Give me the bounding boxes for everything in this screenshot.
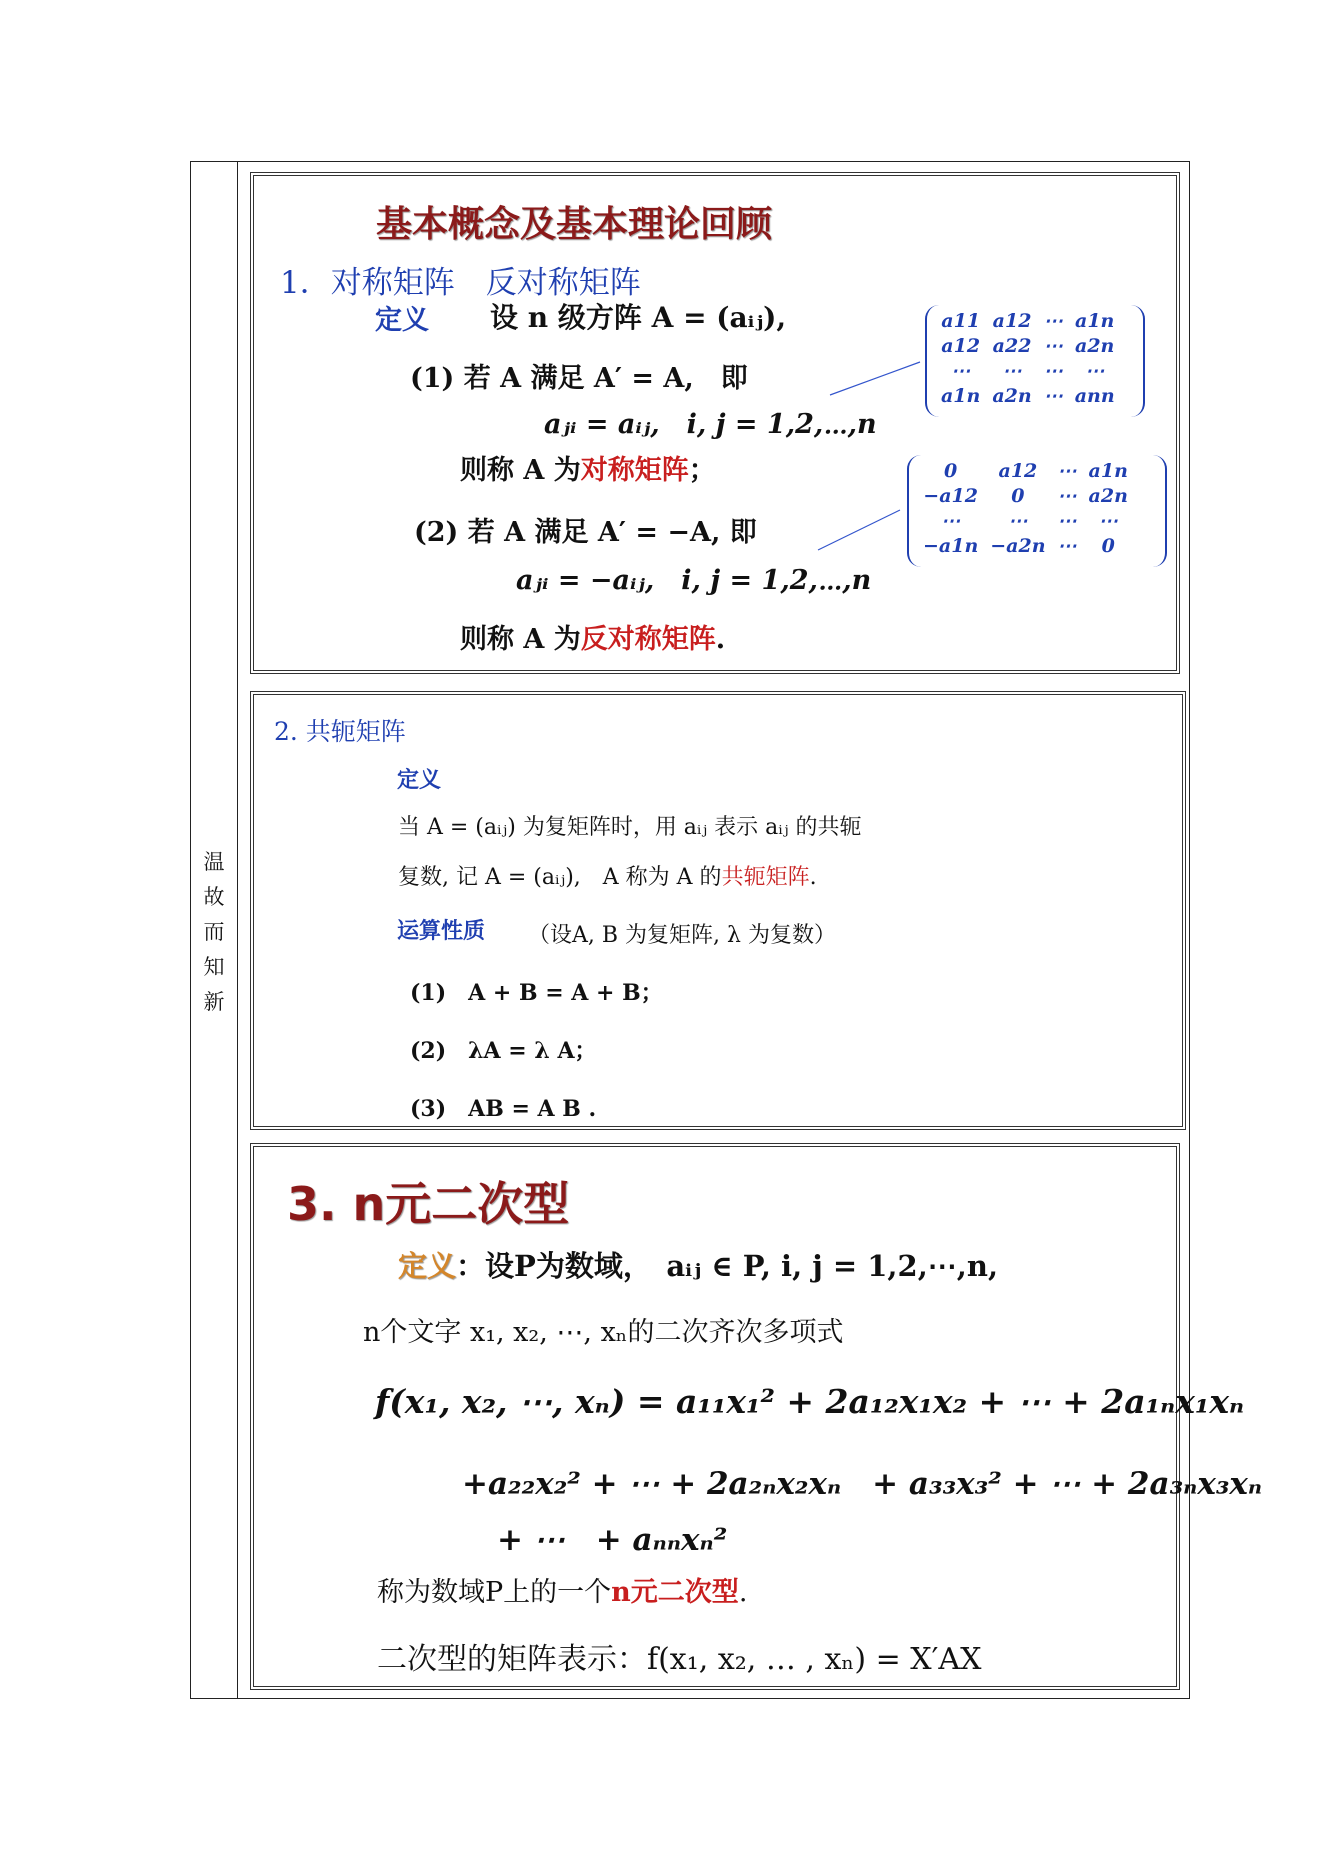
quadratic-conclusion xyxy=(377,1570,747,1609)
equation-2: aⱼᵢ = −aᵢⱼ, i, j = 1,2,⋯,n xyxy=(516,565,872,596)
condition-2: (2) 若 A 满足 A′ = −A, 即 xyxy=(414,517,757,548)
matrix-cell: −a2n xyxy=(990,535,1046,557)
properties-note: （设A, B 为复矩阵, λ 为复数） xyxy=(528,923,836,948)
conclusion-2-prefix: 则称 A 为 xyxy=(460,624,581,655)
quadratic-def-label: 定义 xyxy=(398,1249,457,1283)
conjugate-line-2-prefix: 复数, 记 A = (aᵢⱼ), A 称为 A 的 xyxy=(398,865,722,890)
conclusion-1-suffix: ； xyxy=(688,455,716,486)
term-antisymmetric: 反对称矩阵 xyxy=(580,624,716,655)
matrix-cell: ⋯ xyxy=(1043,360,1063,382)
matrix-cell: −a1n xyxy=(923,535,979,557)
equation-1: aⱼᵢ = aᵢⱼ, i, j = 1,2,⋯,n xyxy=(544,409,877,440)
formula-line-1: f(x₁, x₂, ⋯, xₙ) = a₁₁x₁² + 2a₁₂x₁x₂ + ⋯ + 2a₁ₙx₁xₙ xyxy=(375,1382,1245,1421)
matrix-cell: ann xyxy=(1074,385,1115,407)
matrix-cell: ⋯ xyxy=(1008,510,1028,532)
matrix-cell: ⋯ xyxy=(1043,335,1063,357)
quadratic-definition xyxy=(398,1244,998,1285)
term-symmetric: 对称矩阵 xyxy=(580,455,689,486)
matrix-antisymmetric xyxy=(907,455,1167,567)
matrix-cell: a2n xyxy=(1088,485,1128,507)
matrix-cell: 0 xyxy=(944,460,958,482)
conclusion-1-prefix: 则称 A 为 xyxy=(460,455,581,486)
matrix-cell: ⋯ xyxy=(941,510,961,532)
side-char: 知 xyxy=(203,955,225,979)
side-char: 新 xyxy=(203,990,225,1014)
conjugate-line-2-suffix: . xyxy=(809,865,817,890)
properties-label: 运算性质 xyxy=(397,918,486,944)
matrix-cell: a12 xyxy=(998,460,1038,482)
quadratic-line-1: n个文字 x₁, x₂, ⋯, xₙ的二次齐次多项式 xyxy=(363,1317,844,1348)
matrix-cell: ⋯ xyxy=(1098,510,1118,532)
matrix-cell: ⋯ xyxy=(951,360,971,382)
slide-title: 基本概念及基本理论回顾 xyxy=(376,204,773,245)
matrix-cell: ⋯ xyxy=(1057,460,1077,482)
matrix-cell: ⋯ xyxy=(1085,360,1105,382)
formula-line-2: +a₂₂x₂² + ⋯ + 2a₂ₙx₂xₙ + a₃₃x₃² + ⋯ + 2a₃ₙx₃xₙ xyxy=(462,1466,1263,1502)
matrix-cell: ⋯ xyxy=(1043,310,1063,332)
matrix-representation: 二次型的矩阵表示：f(x₁, x₂, … , xₙ) = X′AX xyxy=(377,1642,982,1677)
panel-conjugate xyxy=(250,691,1186,1130)
conjugate-line-1: 当 A = (aᵢⱼ) 为复矩阵时，用 aᵢⱼ 表示 aᵢⱼ 的共轭 xyxy=(398,815,862,840)
matrix-cell: a2n xyxy=(1075,335,1115,357)
side-char: 而 xyxy=(203,920,225,944)
conclusion-2-suffix: . xyxy=(715,624,726,655)
condition-1: (1) 若 A 满足 A′ = A, 即 xyxy=(410,363,748,394)
property-3: (3) AB = A B . xyxy=(410,1096,597,1122)
matrix-cell: ⋯ xyxy=(1057,535,1077,557)
section-heading-3: 3. n元二次型 xyxy=(287,1177,570,1231)
matrix-cell: 0 xyxy=(1011,485,1025,507)
formula-line-3: + ⋯ + aₙₙxₙ² xyxy=(497,1522,728,1558)
definition-label: 定义 xyxy=(375,305,429,336)
matrix-cell: −a12 xyxy=(923,485,978,507)
quadratic-conclusion-prefix: 称为数域P上的一个 xyxy=(377,1577,612,1608)
side-char: 故 xyxy=(203,885,225,909)
term-conjugate: 共轭矩阵 xyxy=(721,865,810,890)
matrix-cell: a12 xyxy=(941,335,981,357)
section-heading-1: 1．对称矩阵 反对称矩阵 xyxy=(280,265,641,301)
section-heading-2: 2. 共轭矩阵 xyxy=(274,717,406,746)
quadratic-conclusion-suffix: . xyxy=(738,1577,748,1608)
matrix-cell: ⋯ xyxy=(1002,360,1022,382)
property-2: (2) λA = λ A； xyxy=(410,1038,597,1064)
matrix-cell: a22 xyxy=(992,335,1032,357)
conjugate-line-2 xyxy=(398,860,817,891)
matrix-symmetric xyxy=(925,305,1145,417)
matrix-cell: a11 xyxy=(941,310,981,332)
property-1: (1) A + B = A + B； xyxy=(410,980,663,1006)
conjugate-def-label: 定义 xyxy=(397,767,442,793)
side-char: 温 xyxy=(203,850,225,874)
matrix-cell: a1n xyxy=(941,385,981,407)
matrix-cell: a12 xyxy=(992,310,1032,332)
matrix-cell: a2n xyxy=(992,385,1032,407)
term-quadratic-form: n元二次型 xyxy=(611,1577,739,1608)
definition-text: 设 n 级方阵 A = (aᵢⱼ), xyxy=(490,301,787,334)
matrix-cell: a1n xyxy=(1088,460,1128,482)
matrix-cell: ⋯ xyxy=(1057,510,1077,532)
matrix-cell: a1n xyxy=(1075,310,1115,332)
quadratic-def-text: ：设P为数域， aᵢⱼ ∈ P, i, j = 1,2,⋯,n, xyxy=(456,1249,999,1283)
matrix-cell: ⋯ xyxy=(1043,385,1063,407)
matrix-cell: 0 xyxy=(1101,535,1115,557)
matrix-cell: ⋯ xyxy=(1057,485,1077,507)
